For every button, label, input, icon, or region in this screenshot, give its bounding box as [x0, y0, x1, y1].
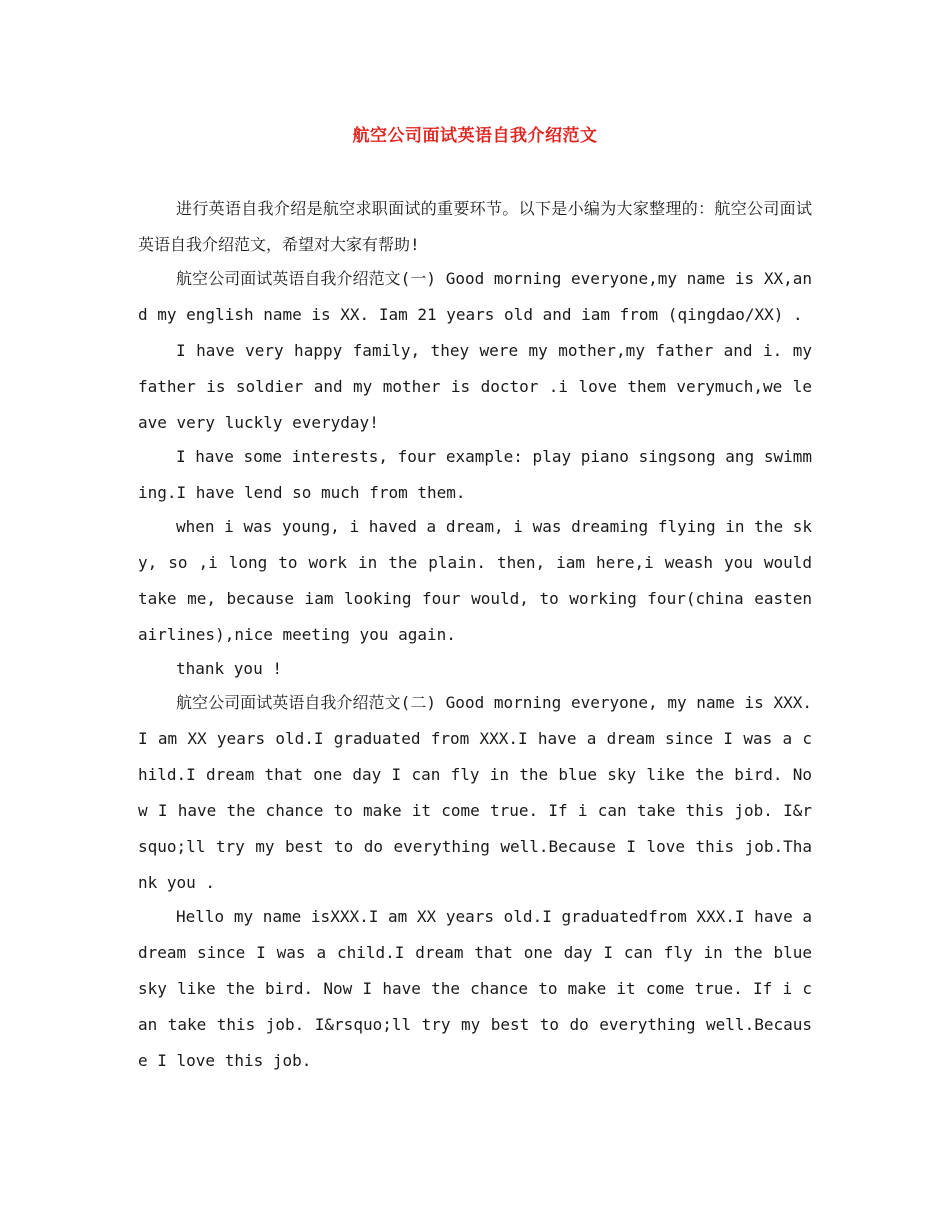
sample-two-heading-paragraph: 航空公司面试英语自我介绍范文(二) Good morning everyone, my name is XXX.I am XX years old.I graduated from XXX.I have a dream since I was a child.I dream that one day I can fly in the blue sky like the bird. Now I have the chance to make it come true. If i can take this job. I&rsquo;ll try my best to do everything well.Because I love this job.Thank you .	[138, 693, 812, 892]
interests-paragraph: I have some interests, four example: play piano singsong ang swimming.I have lend so much from them.	[138, 447, 812, 502]
thanks-paragraph: thank you !	[176, 659, 282, 678]
document-title: 航空公司面试英语自我介绍范文	[352, 126, 598, 146]
hello-paragraph: Hello my name isXXX.I am XX years old.I graduatedfrom XXX.I have a dream since I was a child.I dream that one day I can fly in the blue sky like the bird. Now I have the chance to make it come true. If i can take this job. I&rsquo;ll try my best to do everything well.Because I love this job.	[138, 907, 812, 1070]
intro-paragraph: 进行英语自我介绍是航空求职面试的重要环节。以下是小编为大家整理的：航空公司面试英语自我介绍范文，希望对大家有帮助!	[138, 199, 812, 254]
family-paragraph: I have very happy family, they were my mother,my father and i. my father is soldier and my mother is doctor .i love them verymuch,we leave very luckly everyday!	[138, 341, 812, 432]
dream-paragraph: when i was young, i haved a dream, i was dreaming flying in the sky, so ,i long to work in the plain. then, iam here,i weash you would take me, because iam looking four would, to working four(china easten airlines),nice meeting you again.	[138, 517, 812, 644]
document-body	[138, 191, 812, 1079]
sample-one-heading-paragraph: 航空公司面试英语自我介绍范文(一) Good morning everyone,my name is XX,and my english name is XX. Iam 21 years old and iam from (qingdao/XX) .	[138, 269, 812, 324]
